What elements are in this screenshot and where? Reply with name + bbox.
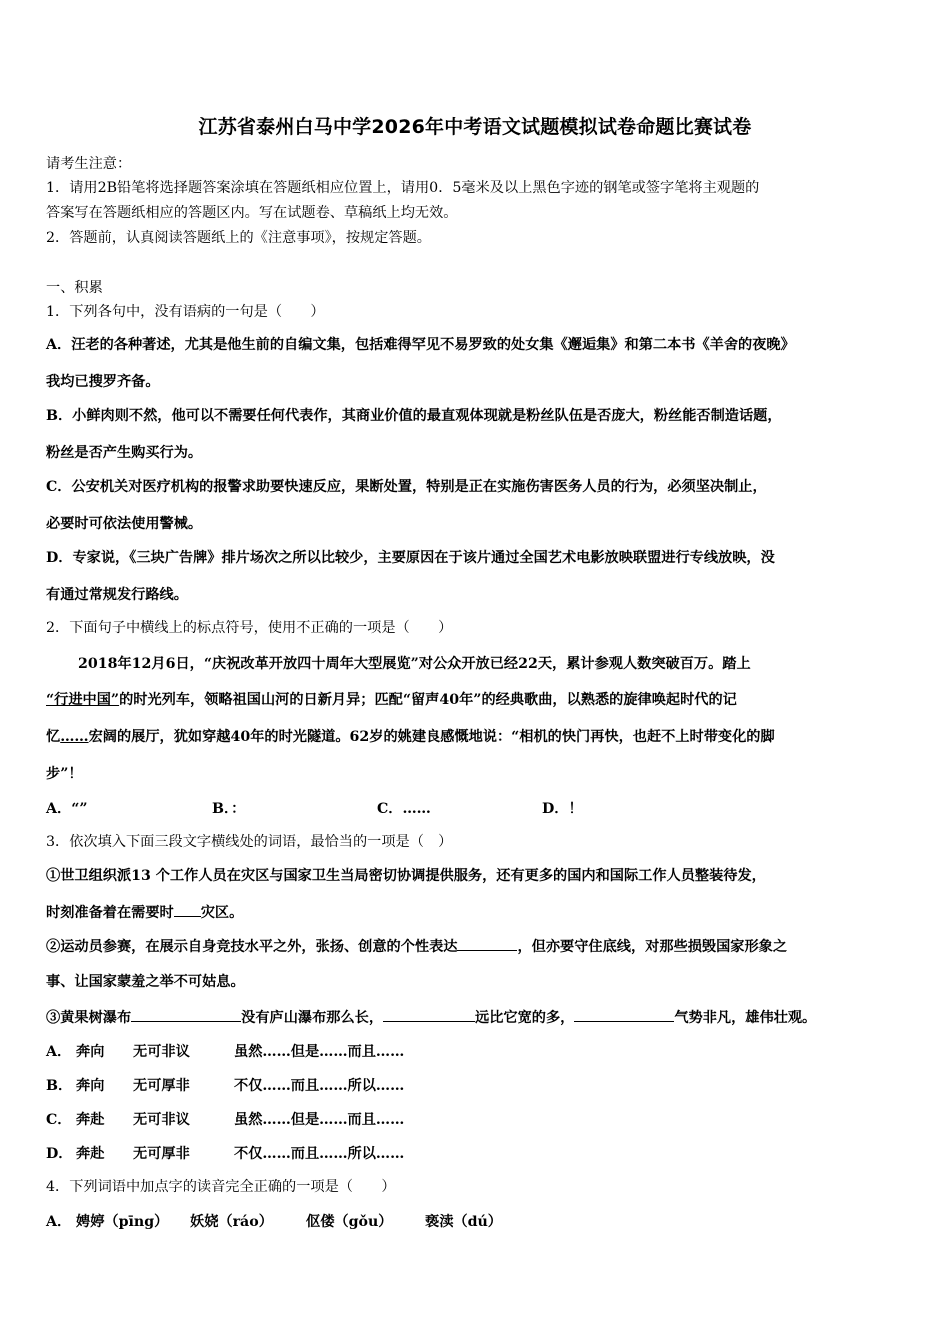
question-3-option-a-word-1: 奔向 — [76, 1044, 105, 1060]
fill-blank — [174, 902, 201, 917]
passage-text: 的时光列车，领略祖国山河的日新月异；匹配“留声40年”的经典歌曲，以熟悉的旋律唤起时代的记 — [119, 692, 737, 708]
notice-item-1-line-2: 答案写在答题纸相应的答题区内。写在试题卷、草稿纸上均无效。 — [46, 205, 458, 221]
question-4-option-a-word-1: 娉婷（pīng） — [76, 1214, 169, 1230]
sentence-text: 远比它宽的多， — [475, 1010, 575, 1026]
sentence-text: 时刻准备着在需要时 — [46, 905, 174, 921]
sentence-text: ，但亦要守住底线，对那些损毁国家形象之 — [517, 939, 788, 955]
question-1-option-a-line-2: 我均已搜罗齐备。 — [46, 374, 160, 390]
fill-blank — [383, 1007, 475, 1022]
question-1-stem: 1．下列各句中，没有语病的一句是（ ） — [46, 304, 325, 320]
question-3-sentence-1-line-2 — [46, 902, 243, 923]
question-3-option-d-label: D． — [46, 1146, 73, 1162]
question-2-passage-line-3 — [46, 727, 775, 747]
question-3-option-b-label: B． — [46, 1078, 73, 1094]
question-4-option-a-word-4: 亵渎（dú） — [425, 1214, 502, 1230]
question-3-option-c-word-3: 虽然……但是……而且…… — [234, 1112, 405, 1128]
question-3-option-d-word-3: 不仅……而且……所以…… — [234, 1146, 405, 1162]
question-1-option-c-line-1: C．公安机关对医疗机构的报警求助要快速反应，果断处置，特别是正在实施伤害医务人员的行为，必须坚决制止， — [46, 479, 767, 495]
passage-text: 忆 — [46, 729, 61, 745]
fill-blank — [574, 1007, 674, 1022]
section-heading: 一、积累 — [46, 280, 103, 296]
question-1-option-d-line-1: D．专家说，《三块广告牌》排片场次之所以比较少，主要原因在于该片通过全国艺术电影放映联盟进行专线放映，没 — [46, 550, 775, 566]
question-3-option-a-word-2: 无可非议 — [133, 1044, 190, 1060]
question-1-option-d-line-2: 有通过常规发行路线。 — [46, 587, 188, 603]
fill-blank — [131, 1007, 241, 1022]
question-3-option-d-word-1: 奔赴 — [76, 1146, 105, 1162]
underlined-ellipsis: …… — [60, 729, 89, 745]
question-1-option-b-line-2: 粉丝是否产生购买行为。 — [46, 445, 203, 461]
question-3-option-a-label: A． — [46, 1044, 72, 1060]
question-1-option-b-line-1: B．小鲜肉则不然，他可以不需要任何代表作，其商业价值的最直观体现就是粉丝队伍是否庞大，粉丝能否制造话题， — [46, 408, 782, 424]
question-3-option-b-word-2: 无可厚非 — [133, 1078, 190, 1094]
question-3-sentence-1-line-1: ①世卫组织派13 个工作人员在灾区与国家卫生当局密切协调提供服务，还有更多的国内和国际工作人员整装待发， — [46, 868, 766, 884]
question-3-stem: 3．依次填入下面三段文字横线处的词语，最恰当的一项是（ ） — [46, 834, 453, 850]
notice-heading: 请考生注意： — [46, 156, 132, 172]
question-3-option-c-word-1: 奔赴 — [76, 1112, 105, 1128]
page-title: 江苏省泰州白马中学2026年中考语文试题模拟试卷命题比赛试卷 — [198, 116, 752, 138]
passage-text: 宏阔的展厅，犹如穿越40年的时光隧道。62岁的姚建良感慨地说：“相机的快门再快，也赶不上时带变化的脚 — [88, 729, 775, 745]
question-4-option-a-word-3: 伛偻（gǒu） — [306, 1214, 393, 1230]
question-2-option-a: A．“” — [46, 801, 88, 817]
notice-item-1-line-1: 1．请用2B铅笔将选择题答案涂填在答题纸相应位置上，请用0．5毫米及以上黑色字迹的钢笔或签字笔将主观题的 — [46, 180, 760, 196]
question-4-option-a-word-2: 妖娆（ráo） — [190, 1214, 273, 1230]
question-2-option-b: B．： — [212, 801, 246, 817]
question-3-option-d-word-2: 无可厚非 — [133, 1146, 190, 1162]
question-1-option-c-line-2: 必要时可依法使用警械。 — [46, 516, 203, 532]
question-3-option-a-word-3: 虽然……但是……而且…… — [234, 1044, 405, 1060]
question-2-passage-line-4: 步”！ — [46, 766, 83, 782]
question-1-option-a-line-1: A．汪老的各种著述，尤其是他生前的自编文集，包括难得罕见不易罗致的处女集《邂逅集》和第二本书《羊舍的夜晚》 — [46, 337, 795, 353]
sentence-text: ③黄果树瀑布 — [46, 1010, 132, 1026]
question-3-option-b-word-1: 奔向 — [76, 1078, 105, 1094]
question-2-option-d: D．！ — [542, 801, 583, 817]
sentence-text: 灾区。 — [200, 905, 244, 921]
sentence-text: 气势非凡，雄伟壮观。 — [674, 1010, 817, 1026]
question-3-sentence-2-line-1 — [46, 936, 787, 957]
question-3-sentence-3 — [46, 1007, 816, 1028]
question-3-sentence-2-line-2: 事、让国家蒙羞之举不可姑息。 — [46, 974, 245, 990]
question-2-passage-line-1: 2018年12月6日，“庆祝改革开放四十周年大型展览”对公众开放已经22天，累计参观人数突破百万。踏上 — [78, 656, 751, 672]
question-4-stem: 4．下列词语中加点字的读音完全正确的一项是（ ） — [46, 1179, 396, 1195]
question-3-option-b-word-3: 不仅……而且……所以…… — [234, 1078, 405, 1094]
underlined-quote: “行进中国” — [46, 692, 120, 708]
question-4-option-a-label: A． — [46, 1214, 72, 1230]
question-3-option-c-label: C． — [46, 1112, 72, 1128]
sentence-text: 没有庐山瀑布那么长， — [241, 1010, 384, 1026]
sentence-text: ②运动员参赛，在展示自身竞技水平之外，张扬、创意的个性表达 — [46, 939, 458, 955]
question-3-option-c-word-2: 无可非议 — [133, 1112, 190, 1128]
question-2-stem: 2．下面句子中横线上的标点符号，使用不正确的一项是（ ） — [46, 620, 453, 636]
notice-item-2: 2．答题前，认真阅读答题纸上的《注意事项》，按规定答题。 — [46, 230, 431, 246]
question-2-passage-line-2 — [46, 690, 737, 710]
question-2-option-c: C．…… — [377, 801, 431, 817]
fill-blank — [457, 936, 517, 951]
